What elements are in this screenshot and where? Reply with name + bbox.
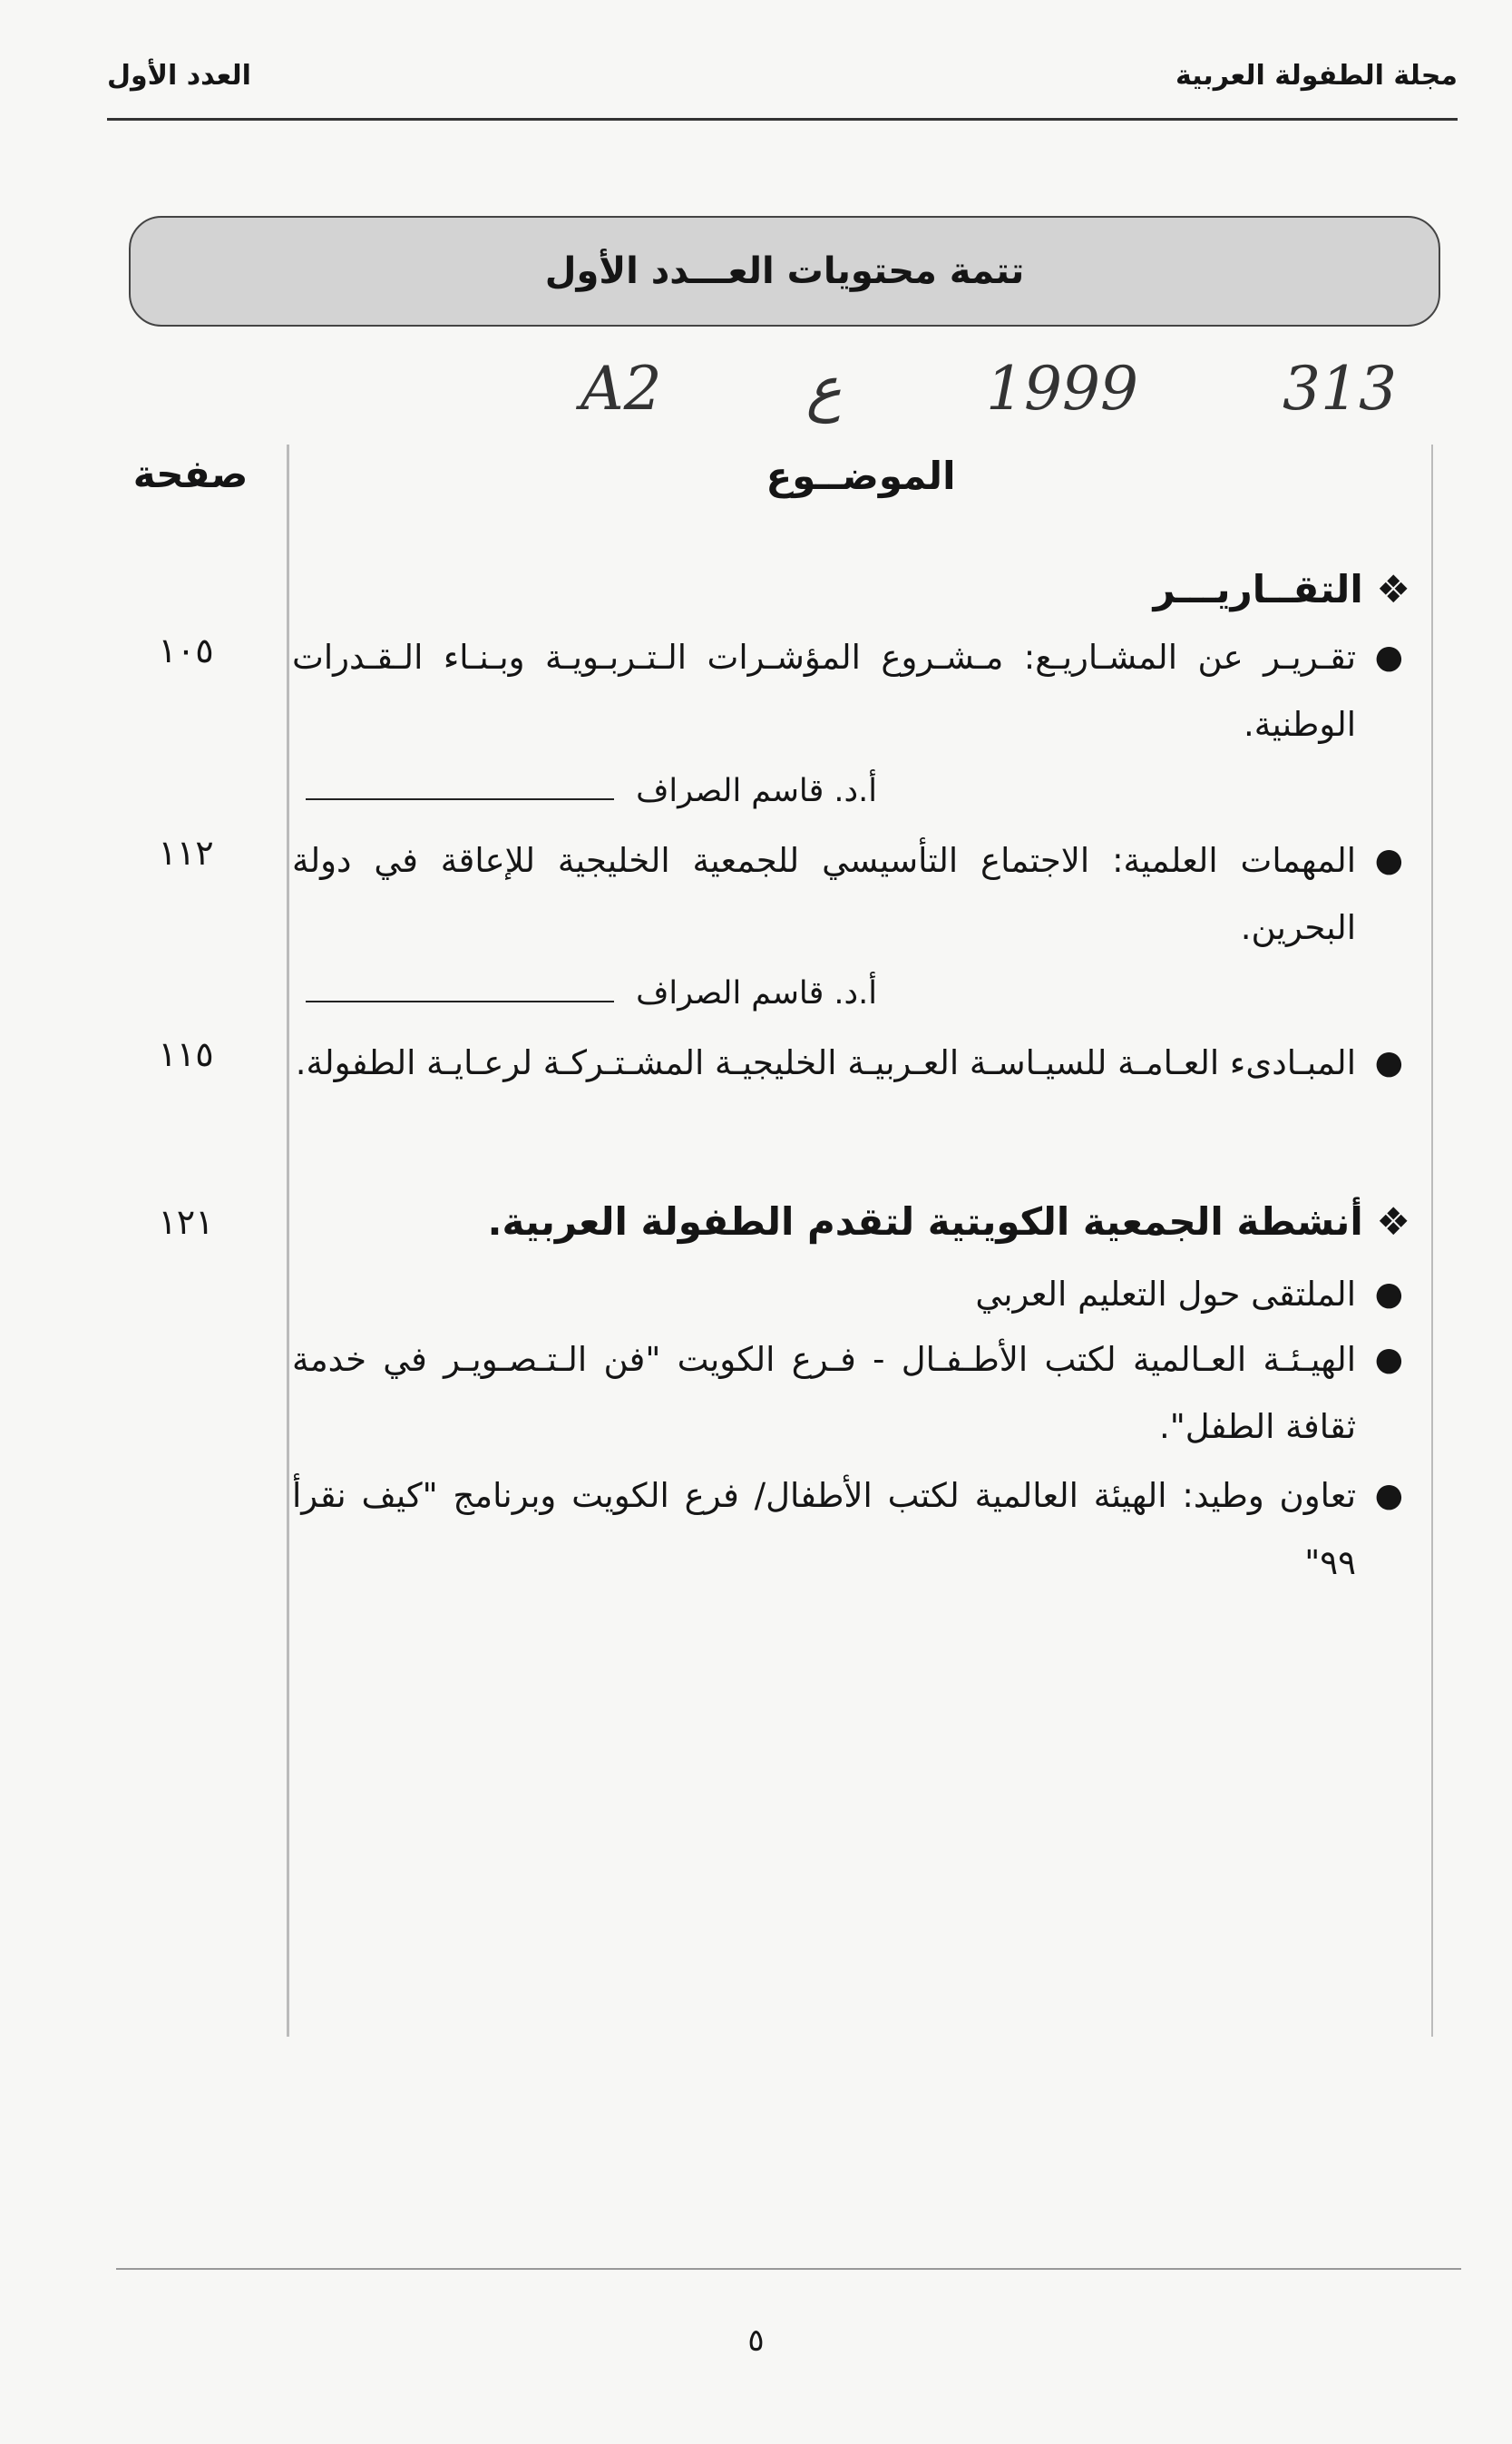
handwritten-letter: ع: [805, 353, 843, 424]
handwritten-code: A2: [580, 353, 662, 424]
author-dash: [306, 798, 614, 800]
column-rule-right: [1431, 445, 1433, 2037]
handwritten-year: 1999: [986, 353, 1139, 424]
bullet-icon: ●: [1374, 1276, 1403, 1313]
entry-page-number: ١١٢: [158, 833, 214, 873]
toc-entry[interactable]: [292, 624, 1403, 758]
entry-author: [170, 773, 1349, 818]
bullet-icon: ●: [1374, 639, 1403, 676]
page-number: ٥: [747, 2322, 765, 2359]
toc-entry[interactable]: [292, 1261, 1403, 1328]
toc-entry[interactable]: [292, 1030, 1403, 1097]
entry-text: تقـريـر عن المشـاريـع: مـشـروع المؤشـرات الـتـربـويـة وبـنـاء الـقـدرات الوطنية.: [292, 638, 1356, 744]
entry-page-number: ١٠٥: [158, 631, 214, 670]
entry-page-number: ١١٥: [158, 1034, 214, 1074]
bullet-icon: ●: [1374, 1341, 1403, 1378]
section-heading-activities: ❖ أنشطة الجمعية الكويتية لتقدم الطفولة العربية.: [487, 1199, 1410, 1244]
issue-name: العدد الأول: [107, 60, 251, 92]
bullet-icon: ●: [1374, 1044, 1403, 1081]
bullet-icon: ●: [1374, 842, 1403, 879]
page-column-header: صفحة: [132, 452, 249, 496]
author-name: أ.د. قاسم الصراف: [636, 975, 877, 1012]
author-name: أ.د. قاسم الصراف: [636, 773, 877, 809]
subject-column-header: الموضــوع: [766, 454, 956, 498]
header-rule: [107, 118, 1458, 121]
entry-text: الملتقى حول التعليم العربي: [975, 1275, 1356, 1314]
entry-text: المبـادىء العـامـة للسيـاسـة العـربيـة الخليجيـة المشـتـركـة لرعـايـة الطفولة.: [295, 1043, 1356, 1082]
page-title: تتمة محتويات العـــدد الأول: [544, 250, 1025, 292]
journal-name: مجلة الطفولة العربية: [1175, 60, 1458, 92]
toc-entry[interactable]: [292, 1462, 1403, 1597]
entry-author: [170, 975, 1349, 1021]
handwritten-number: 313: [1283, 353, 1397, 424]
section-heading-reports: ❖ التقــاريـــر: [1153, 567, 1410, 611]
section-page-number: ١٢١: [158, 1202, 214, 1242]
title-box: [129, 216, 1440, 327]
toc-entry[interactable]: [292, 1326, 1403, 1461]
column-rule-left: [287, 445, 289, 2037]
author-dash: [306, 1001, 614, 1002]
toc-entry[interactable]: [292, 827, 1403, 962]
entry-text: المهمات العلمية: الاجتماع التأسيسي للجمعية الخليجية للإعاقة في دولة البحرين.: [292, 841, 1356, 947]
entry-text: الهيـئـة العـالمية لكتب الأطـفـال - فـرع الكويت "فن الـتـصـويـر في خدمة ثقافة الطفل".: [292, 1340, 1356, 1446]
entry-text: تعاون وطيد: الهيئة العالمية لكتب الأطفال/ فرع الكويت وبرنامج "كيف نقرأ ٩٩": [292, 1476, 1356, 1582]
handwritten-note: [580, 343, 1397, 434]
footer-rule: [116, 2268, 1461, 2270]
bullet-icon: ●: [1374, 1477, 1403, 1514]
